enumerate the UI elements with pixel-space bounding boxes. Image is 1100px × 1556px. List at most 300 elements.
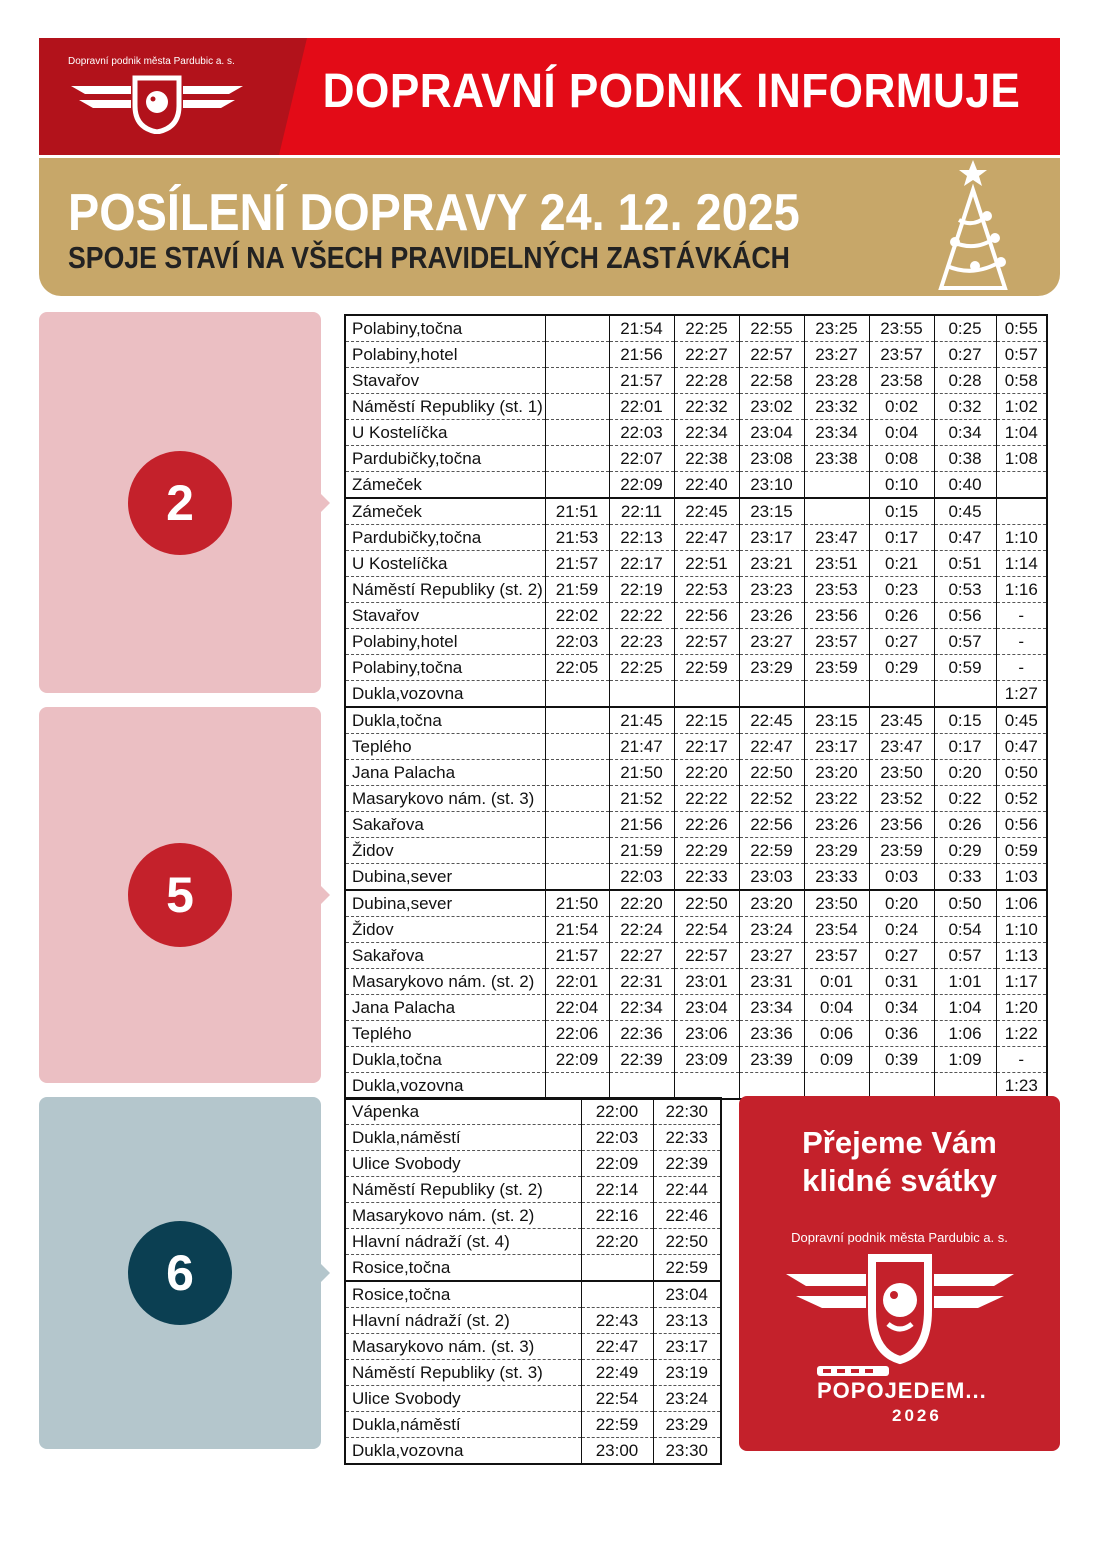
stop-name: Polabiny,točna <box>345 655 545 681</box>
route-number-badge: 6 <box>128 1221 232 1325</box>
departure-time: 22:53 <box>674 577 739 603</box>
departure-time: 21:54 <box>545 917 609 943</box>
departure-time: 22:57 <box>674 943 739 969</box>
departure-time: 0:45 <box>934 498 996 525</box>
departure-time: 22:46 <box>653 1203 721 1229</box>
departure-time: 22:17 <box>674 734 739 760</box>
departure-time: 23:38 <box>804 446 869 472</box>
departure-time: 23:20 <box>804 760 869 786</box>
departure-time: 22:34 <box>674 420 739 446</box>
greeting-line-1: Přejeme Vám <box>802 1125 997 1160</box>
departure-time: 0:57 <box>934 629 996 655</box>
departure-time: 23:17 <box>804 734 869 760</box>
timetable-row <box>345 786 1047 812</box>
slogan-year: 2026 <box>892 1406 942 1425</box>
timetable-row <box>345 1098 721 1125</box>
timetable-row <box>345 969 1047 995</box>
departure-time: 23:55 <box>869 315 934 342</box>
departure-time: 22:57 <box>739 342 804 368</box>
timetable-row <box>345 315 1047 342</box>
departure-time: 22:09 <box>545 1047 609 1073</box>
departure-time: 0:04 <box>869 420 934 446</box>
departure-time: 0:32 <box>934 394 996 420</box>
departure-time: 1:27 <box>996 681 1047 708</box>
departure-time: 23:39 <box>739 1047 804 1073</box>
departure-time: 23:50 <box>804 890 869 917</box>
timetable-row <box>345 943 1047 969</box>
stop-name: Pardubičky,točna <box>345 525 545 551</box>
stop-name: Dukla,točna <box>345 707 545 734</box>
departure-time: - <box>996 603 1047 629</box>
departure-time: 0:26 <box>934 812 996 838</box>
departure-time: 22:38 <box>674 446 739 472</box>
departure-time: 23:01 <box>674 969 739 995</box>
timetable-row <box>345 1438 721 1465</box>
departure-time: 22:59 <box>653 1255 721 1282</box>
departure-time: 21:57 <box>609 368 674 394</box>
departure-time: 23:29 <box>739 655 804 681</box>
departure-time: 21:50 <box>609 760 674 786</box>
departure-time: 21:53 <box>545 525 609 551</box>
departure-time: 22:29 <box>674 838 739 864</box>
stop-name: Dubina,sever <box>345 890 545 917</box>
timetable-row <box>345 446 1047 472</box>
departure-time: 22:22 <box>674 786 739 812</box>
route-number-badge: 5 <box>128 843 232 947</box>
departure-time: - <box>996 1047 1047 1073</box>
page-title: DOPRAVNÍ PODNIK INFORMUJE <box>322 65 1020 118</box>
stop-name: Teplého <box>345 1021 545 1047</box>
stop-name: Masarykovo nám. (st. 2) <box>345 1203 581 1229</box>
route-2-timetable <box>344 314 1048 708</box>
departure-time: 0:33 <box>934 864 996 891</box>
departure-time: 22:31 <box>609 969 674 995</box>
departure-time: 23:24 <box>653 1386 721 1412</box>
departure-time <box>545 1073 609 1100</box>
departure-time: 22:30 <box>653 1098 721 1125</box>
departure-time <box>545 681 609 708</box>
departure-time: 0:17 <box>869 525 934 551</box>
stop-name: Náměstí Republiky (st. 1) <box>345 394 545 420</box>
timetable-row <box>345 707 1047 734</box>
departure-time: 23:09 <box>674 1047 739 1073</box>
departure-time <box>545 864 609 891</box>
departure-time: 21:50 <box>545 890 609 917</box>
departure-time: 0:29 <box>934 838 996 864</box>
departure-time: 23:15 <box>739 498 804 525</box>
departure-time: 22:06 <box>545 1021 609 1047</box>
departure-time: 0:51 <box>934 551 996 577</box>
stop-name: Sakařova <box>345 943 545 969</box>
timetable-row <box>345 1229 721 1255</box>
route-6-panel <box>39 1097 321 1449</box>
departure-time: 23:17 <box>653 1334 721 1360</box>
departure-time: 0:20 <box>869 890 934 917</box>
departure-time: 23:21 <box>739 551 804 577</box>
stop-name: Jana Palacha <box>345 995 545 1021</box>
departure-time: 23:03 <box>739 864 804 891</box>
departure-time: 22:59 <box>739 838 804 864</box>
departure-time <box>545 734 609 760</box>
departure-time: 21:45 <box>609 707 674 734</box>
departure-time <box>545 786 609 812</box>
departure-time: 22:11 <box>609 498 674 525</box>
departure-time: 0:06 <box>804 1021 869 1047</box>
departure-time: 1:17 <box>996 969 1047 995</box>
stop-name: Vápenka <box>345 1098 581 1125</box>
departure-time: 21:56 <box>609 812 674 838</box>
departure-time: 23:51 <box>804 551 869 577</box>
departure-time: 0:04 <box>804 995 869 1021</box>
timetable-row <box>345 1151 721 1177</box>
departure-time: 22:34 <box>609 995 674 1021</box>
departure-time: 1:04 <box>996 420 1047 446</box>
timetable-row <box>345 1412 721 1438</box>
departure-time: 23:28 <box>804 368 869 394</box>
departure-time: 21:47 <box>609 734 674 760</box>
departure-time <box>804 681 869 708</box>
departure-time: 23:32 <box>804 394 869 420</box>
departure-time: 22:25 <box>674 315 739 342</box>
stop-name: Rosice,točna <box>345 1255 581 1282</box>
stop-name: Stavařov <box>345 603 545 629</box>
departure-time: 23:58 <box>869 368 934 394</box>
timetable-row <box>345 681 1047 708</box>
departure-time: 23:27 <box>739 629 804 655</box>
departure-time: 22:27 <box>674 342 739 368</box>
departure-time: 23:06 <box>674 1021 739 1047</box>
departure-time: 0:31 <box>869 969 934 995</box>
departure-time: 22:47 <box>739 734 804 760</box>
departure-time: 23:17 <box>739 525 804 551</box>
departure-time: 22:07 <box>609 446 674 472</box>
departure-time: 22:22 <box>609 603 674 629</box>
timetable-row <box>345 917 1047 943</box>
departure-time: 22:59 <box>674 655 739 681</box>
departure-time: 22:36 <box>609 1021 674 1047</box>
departure-time: 23:47 <box>869 734 934 760</box>
departure-time: 22:56 <box>674 603 739 629</box>
timetable-row <box>345 629 1047 655</box>
stop-name: Židov <box>345 917 545 943</box>
departure-time: 0:09 <box>804 1047 869 1073</box>
departure-time: 23:13 <box>653 1308 721 1334</box>
route-5-timetable <box>344 706 1048 1100</box>
departure-time: 0:57 <box>934 943 996 969</box>
panel-arrow-icon <box>321 886 330 904</box>
stop-name: Hlavní nádraží (st. 2) <box>345 1308 581 1334</box>
departure-time <box>545 446 609 472</box>
departure-time <box>674 1073 739 1100</box>
stop-name: Stavařov <box>345 368 545 394</box>
departure-time: 22:01 <box>609 394 674 420</box>
timetable-row <box>345 734 1047 760</box>
departure-time: 21:51 <box>545 498 609 525</box>
departure-time <box>545 812 609 838</box>
departure-time: 22:26 <box>674 812 739 838</box>
departure-time: 22:47 <box>581 1334 653 1360</box>
departure-time: 23:30 <box>653 1438 721 1465</box>
timetable-row <box>345 368 1047 394</box>
departure-time: 0:27 <box>934 342 996 368</box>
departure-time: 0:34 <box>934 420 996 446</box>
departure-time: 0:22 <box>934 786 996 812</box>
departure-time: 0:50 <box>934 890 996 917</box>
departure-time: 0:57 <box>996 342 1047 368</box>
departure-time <box>609 1073 674 1100</box>
departure-time: 0:58 <box>996 368 1047 394</box>
departure-time <box>545 394 609 420</box>
header-banner <box>39 38 1060 155</box>
departure-time: 21:54 <box>609 315 674 342</box>
timetable-row <box>345 1360 721 1386</box>
timetable-row <box>345 1308 721 1334</box>
departure-time <box>996 472 1047 499</box>
stop-name: Náměstí Republiky (st. 2) <box>345 577 545 603</box>
departure-time: 23:47 <box>804 525 869 551</box>
departure-time: 23:33 <box>804 864 869 891</box>
departure-time: 22:43 <box>581 1308 653 1334</box>
departure-time: 22:20 <box>609 890 674 917</box>
departure-time <box>581 1255 653 1282</box>
departure-time: 22:23 <box>609 629 674 655</box>
timetable-row <box>345 655 1047 681</box>
departure-time: 0:54 <box>934 917 996 943</box>
departure-time: 23:34 <box>739 995 804 1021</box>
notice-title: POSÍLENÍ DOPRAVY 24. 12. 2025 <box>68 184 800 242</box>
departure-time: 22:28 <box>674 368 739 394</box>
timetable-row <box>345 864 1047 891</box>
panel-arrow-icon <box>321 1264 330 1282</box>
departure-time: 0:50 <box>996 760 1047 786</box>
bus-windows-icon <box>817 1366 889 1376</box>
departure-time: 23:56 <box>804 603 869 629</box>
departure-time: 0:27 <box>869 943 934 969</box>
panel-arrow-icon <box>321 494 330 512</box>
departure-time: 22:50 <box>653 1229 721 1255</box>
departure-time: 22:39 <box>653 1151 721 1177</box>
notice-band <box>39 158 1060 296</box>
departure-time: 22:45 <box>739 707 804 734</box>
departure-time: 23:54 <box>804 917 869 943</box>
timetable-row <box>345 812 1047 838</box>
departure-time <box>545 420 609 446</box>
departure-time: 0:25 <box>934 315 996 342</box>
departure-time: 22:03 <box>609 420 674 446</box>
departure-time: 0:34 <box>869 995 934 1021</box>
departure-time: 22:47 <box>674 525 739 551</box>
departure-time <box>869 681 934 708</box>
departure-time: 0:47 <box>934 525 996 551</box>
departure-time: 22:24 <box>609 917 674 943</box>
stop-name: Masarykovo nám. (st. 2) <box>345 969 545 995</box>
departure-time: 22:01 <box>545 969 609 995</box>
stop-name: Zámeček <box>345 498 545 525</box>
departure-time: 0:15 <box>869 498 934 525</box>
departure-time: 1:23 <box>996 1073 1047 1100</box>
departure-time: 22:27 <box>609 943 674 969</box>
greeting-card <box>739 1096 1060 1451</box>
timetable-row <box>345 995 1047 1021</box>
departure-time: 0:26 <box>869 603 934 629</box>
timetable-row <box>345 1386 721 1412</box>
stop-name: Pardubičky,točna <box>345 446 545 472</box>
departure-time: 0:45 <box>996 707 1047 734</box>
departure-time <box>545 838 609 864</box>
departure-time: 22:44 <box>653 1177 721 1203</box>
departure-time: 23:36 <box>739 1021 804 1047</box>
departure-time: 23:23 <box>739 577 804 603</box>
slogan: POPOJEDEM... <box>817 1378 987 1403</box>
departure-time: 23:59 <box>804 655 869 681</box>
departure-time: 23:26 <box>739 603 804 629</box>
departure-time: 0:28 <box>934 368 996 394</box>
departure-time: 1:10 <box>996 917 1047 943</box>
route-2-panel <box>39 312 321 693</box>
company-logo-icon <box>784 1248 1016 1366</box>
christmas-tree-icon <box>929 160 1039 296</box>
departure-time: 0:08 <box>869 446 934 472</box>
departure-time: - <box>996 629 1047 655</box>
departure-time <box>804 498 869 525</box>
departure-time: 0:29 <box>869 655 934 681</box>
departure-time: 22:49 <box>581 1360 653 1386</box>
departure-time <box>581 1281 653 1308</box>
departure-time: 0:39 <box>869 1047 934 1073</box>
departure-time: 23:52 <box>869 786 934 812</box>
timetable-row <box>345 1177 721 1203</box>
departure-time: 22:57 <box>674 629 739 655</box>
departure-time <box>545 472 609 499</box>
departure-time: 22:09 <box>581 1151 653 1177</box>
departure-time: 23:08 <box>739 446 804 472</box>
departure-time: 23:04 <box>739 420 804 446</box>
departure-time: 22:33 <box>674 864 739 891</box>
timetable-row <box>345 890 1047 917</box>
departure-time: 22:40 <box>674 472 739 499</box>
departure-time <box>739 681 804 708</box>
stop-name: Dukla,náměstí <box>345 1412 581 1438</box>
departure-time: 22:51 <box>674 551 739 577</box>
timetable-row <box>345 1334 721 1360</box>
stop-name: Jana Palacha <box>345 760 545 786</box>
departure-time: 23:26 <box>804 812 869 838</box>
departure-time: 22:33 <box>653 1125 721 1151</box>
timetable-row <box>345 551 1047 577</box>
banner-divider <box>279 38 307 155</box>
departure-time: 22:59 <box>581 1412 653 1438</box>
stop-name: Dukla,vozovna <box>345 1438 581 1465</box>
logo-block <box>39 38 279 155</box>
timetable-row <box>345 838 1047 864</box>
stop-name: Polabiny,hotel <box>345 342 545 368</box>
departure-time: 0:52 <box>996 786 1047 812</box>
stop-name: Náměstí Republiky (st. 3) <box>345 1360 581 1386</box>
departure-time: 23:04 <box>653 1281 721 1308</box>
stop-name: Náměstí Republiky (st. 2) <box>345 1177 581 1203</box>
departure-time: 0:59 <box>996 838 1047 864</box>
departure-time: 0:47 <box>996 734 1047 760</box>
company-logo-icon <box>67 72 247 134</box>
departure-time: 1:14 <box>996 551 1047 577</box>
departure-time: 22:54 <box>674 917 739 943</box>
departure-time <box>609 681 674 708</box>
departure-time: 22:09 <box>609 472 674 499</box>
departure-time: 0:03 <box>869 864 934 891</box>
departure-time: 1:10 <box>996 525 1047 551</box>
departure-time: 23:29 <box>653 1412 721 1438</box>
departure-time: 0:02 <box>869 394 934 420</box>
greeting-line-2: klidné svátky <box>802 1163 997 1198</box>
stop-name: Dukla,náměstí <box>345 1125 581 1151</box>
departure-time: 0:55 <box>996 315 1047 342</box>
departure-time: 23:20 <box>739 890 804 917</box>
departure-time: 22:13 <box>609 525 674 551</box>
departure-time: 23:29 <box>804 838 869 864</box>
departure-time: 23:27 <box>804 342 869 368</box>
notice-subtitle: SPOJE STAVÍ NA VŠECH PRAVIDELNÝCH ZASTÁVKÁCH <box>68 240 790 275</box>
departure-time <box>674 681 739 708</box>
departure-time: 22:17 <box>609 551 674 577</box>
departure-time: 1:01 <box>934 969 996 995</box>
departure-time: 0:56 <box>934 603 996 629</box>
departure-time: 22:05 <box>545 655 609 681</box>
departure-time: 22:02 <box>545 603 609 629</box>
timetable-row <box>345 1203 721 1229</box>
stop-name: Zámeček <box>345 472 545 499</box>
departure-time: 23:59 <box>869 838 934 864</box>
stop-name: U Kostelíčka <box>345 420 545 446</box>
departure-time: 23:50 <box>869 760 934 786</box>
departure-time: 23:19 <box>653 1360 721 1386</box>
departure-time: 22:39 <box>609 1047 674 1073</box>
stop-name: Hlavní nádraží (st. 4) <box>345 1229 581 1255</box>
departure-time: 23:45 <box>869 707 934 734</box>
departure-time: 23:31 <box>739 969 804 995</box>
departure-time: 22:56 <box>739 812 804 838</box>
departure-time: 1:16 <box>996 577 1047 603</box>
departure-time <box>545 315 609 342</box>
departure-time: 23:10 <box>739 472 804 499</box>
departure-time: 0:20 <box>934 760 996 786</box>
departure-time: - <box>996 655 1047 681</box>
stop-name: Polabiny,hotel <box>345 629 545 655</box>
departure-time: 22:58 <box>739 368 804 394</box>
stop-name: Dubina,sever <box>345 864 545 891</box>
departure-time: 22:25 <box>609 655 674 681</box>
stop-name: Ulice Svobody <box>345 1151 581 1177</box>
route-6-timetable <box>344 1097 722 1465</box>
departure-time <box>545 342 609 368</box>
departure-time: 0:27 <box>869 629 934 655</box>
departure-time: 21:56 <box>609 342 674 368</box>
departure-time: 0:38 <box>934 446 996 472</box>
departure-time: 1:06 <box>934 1021 996 1047</box>
departure-time: 0:36 <box>869 1021 934 1047</box>
departure-time: 23:27 <box>739 943 804 969</box>
stop-name: Ulice Svobody <box>345 1386 581 1412</box>
timetable-row <box>345 603 1047 629</box>
timetable-row <box>345 760 1047 786</box>
departure-time: 22:45 <box>674 498 739 525</box>
departure-time: 21:59 <box>609 838 674 864</box>
stop-name: Masarykovo nám. (st. 3) <box>345 786 545 812</box>
greeting-company: Dopravní podnik města Pardubic a. s. <box>791 1230 1008 1245</box>
departure-time: 1:09 <box>934 1047 996 1073</box>
departure-time: 21:57 <box>545 551 609 577</box>
departure-time: 22:16 <box>581 1203 653 1229</box>
departure-time: 23:15 <box>804 707 869 734</box>
